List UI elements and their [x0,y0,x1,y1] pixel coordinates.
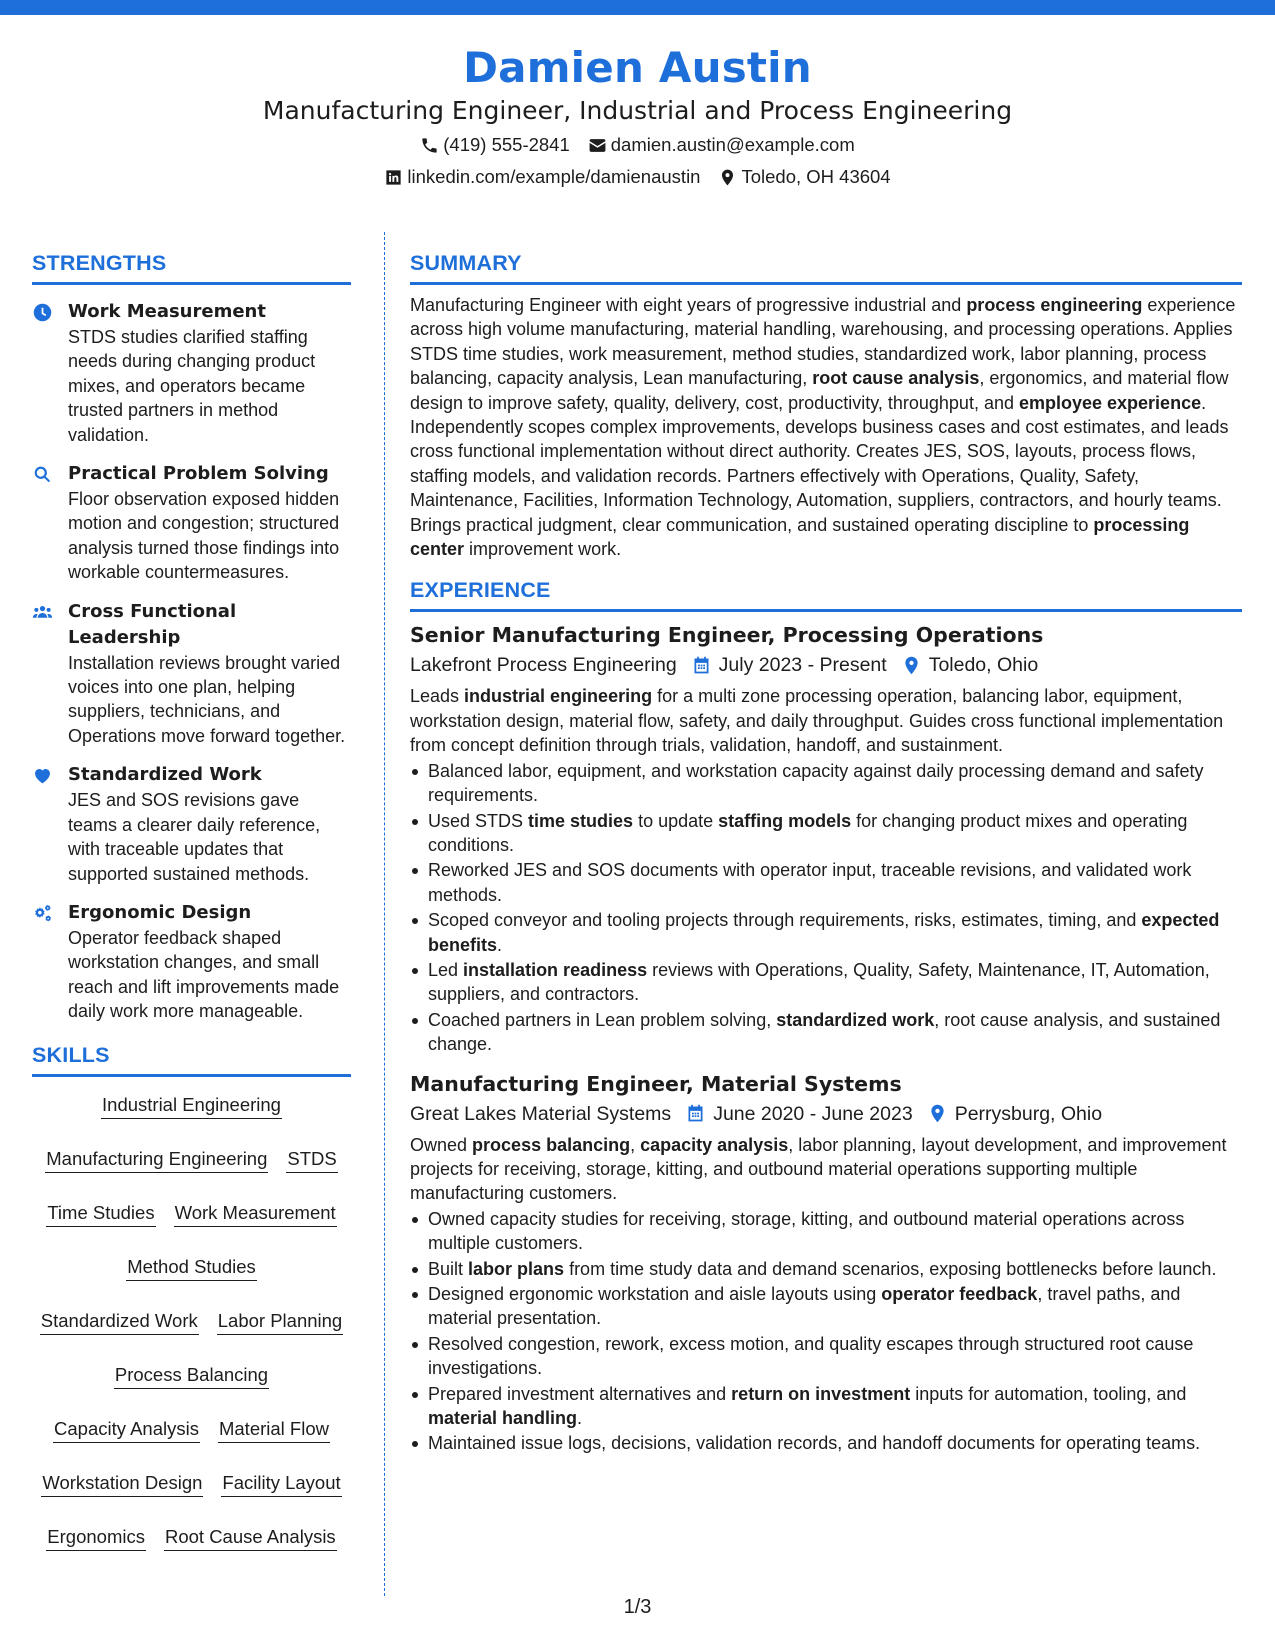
bullet-item: Designed ergonomic workstation and aisle layouts using operator feedback, travel paths, and material presentation. [410,1282,1242,1331]
clock-icon [32,302,53,323]
skill-tag: Root Cause Analysis [164,1523,337,1551]
location-text: Toledo, OH 43604 [741,166,891,187]
strength-item [32,299,351,447]
strength-desc: Floor observation exposed hidden motion and congestion; structured analysis turned those findings into workable countermeasures. [68,489,340,583]
location-contact [718,162,890,192]
page-number: 1/3 [623,1596,652,1618]
candidate-headline: Manufacturing Engineer, Industrial and Process Engineering [262,96,1013,125]
job-description: Owned process balancing, capacity analysis, labor planning, layout development, and improvement projects for receiving, storage, kitting, and outbound material operations supporting multiple manufacturing customers. [410,1134,1227,1204]
skills-list [32,1091,351,1551]
experience-heading: EXPERIENCE [410,575,1242,612]
strength-title: Standardized Work [68,764,262,786]
bullet-item: Coached partners in Lean problem solving, standardized work, root cause analysis, and sustained change. [410,1008,1242,1057]
map-pin-icon [901,655,922,676]
email-contact[interactable] [588,130,855,160]
job-meta [410,650,1242,680]
map-pin-icon [718,168,737,187]
skill-tag: Industrial Engineering [101,1091,282,1119]
search-icon [32,464,53,485]
job-meta [410,1099,1242,1129]
job-bullets [410,1207,1242,1456]
calendar-icon [685,1103,706,1124]
job-dates: July 2023 - Present [718,654,887,677]
strength-desc: Installation reviews brought varied voices into one plan, helping suppliers, technicians, and Operations move forward together. [68,652,346,746]
phone-contact[interactable] [420,130,570,160]
skill-tag: Standardized Work [40,1307,199,1335]
bullet-item: Reworked JES and SOS documents with operator input, traceable revisions, and validated work methods. [410,858,1242,907]
strength-desc: Operator feedback shaped workstation changes, and small reach and lift improvements made daily work more manageable. [68,927,340,1022]
contact-row-2 [0,162,1275,192]
strength-title: Cross Functional Leadership [68,600,237,648]
job-location: Toledo, Ohio [928,654,1039,677]
bullet-item: Owned capacity studies for receiving, storage, kitting, and outbound material operations across multiple customers. [410,1207,1242,1256]
job-title: Senior Manufacturing Engineer, Processing Operations [410,623,1044,648]
strengths-heading: STRENGTHS [32,248,351,285]
job-description: Leads industrial engineering for a multi zone processing operation, balancing labor, equipment, workstation design, material flow, safety, and daily throughput. Guides cross functional implementation from concept definition through trials, validation, handoff, and sustainment. [410,686,1224,756]
skill-tag: Labor Planning [217,1307,343,1335]
skill-tag: Material Flow [218,1415,330,1443]
skill-tag: Process Balancing [114,1361,269,1389]
strength-desc: STDS studies clarified staffing needs during changing product mixes, and operators became trusted partners in method validation. [68,327,316,445]
bullet-item: Scoped conveyor and tooling projects through requirements, risks, estimates, timing, and expected benefits. [410,908,1242,957]
strength-item [32,599,351,749]
strength-title: Practical Problem Solving [68,463,329,485]
job-location: Perrysburg, Ohio [954,1102,1103,1125]
company-name: Great Lakes Material Systems [410,1102,672,1125]
calendar-icon [691,655,712,676]
bullet-item: Led installation readiness reviews with Operations, Quality, Safety, Maintenance, IT, Automation, suppliers, and contractors. [410,958,1242,1007]
users-icon [32,602,53,623]
heart-icon [32,765,53,786]
skill-tag: STDS [286,1145,337,1173]
strength-item [32,762,351,886]
gears-icon [32,903,53,924]
strength-desc: JES and SOS revisions gave teams a clearer daily reference, with traceable updates that supported sustained methods. [68,790,321,884]
summary-heading: SUMMARY [410,248,1242,285]
left-column [32,248,351,1551]
email-text: damien.austin@example.com [610,134,855,155]
contact-row-1 [0,130,1275,160]
column-divider [384,232,385,1596]
job-dates: June 2020 - June 2023 [713,1102,913,1125]
bullet-item: Resolved congestion, rework, excess motion, and quality escapes through structured root cause investigations. [410,1332,1242,1381]
job-entry [410,1069,1242,1456]
map-pin-icon [927,1103,948,1124]
bullet-item: Balanced labor, equipment, and workstation capacity against daily processing demand and safety requirements. [410,759,1242,808]
phone-icon [420,136,439,155]
linkedin-contact[interactable] [384,162,700,192]
skill-tag: Workstation Design [41,1469,203,1497]
job-entry [410,620,1242,1056]
skill-tag: Ergonomics [46,1523,146,1551]
skill-tag: Manufacturing Engineering [45,1145,268,1173]
skills-heading: SKILLS [32,1040,351,1077]
bullet-item: Used STDS time studies to update staffing models for changing product mixes and operating conditions. [410,809,1242,858]
summary-text: Manufacturing Engineer with eight years of progressive industrial and process engineering experience across high volume manufacturing, material handling, warehousing, and processing operations. Applies STDS time studies, work measurement, method studies, standardized work, labor planning, process balancing, capacity analysis, Lean manufacturing, root cause analysis, ergonomics, and material flow design to improve safety, quality, delivery, cost, productivity, throughput, and employee experience. Independently scopes complex improvements, develops business cases and cost estimates, and leads cross functional implementation without direct authority. Creates JES, SOS, layouts, process flows, staffing models, and validation records. Partners effectively with Operations, Quality, Safety, Maintenance, Facilities, Information Technology, Automation, suppliers, contractors, and hourly teams. Brings practical judgment, clear communication, and sustained operating discipline to processing center improvement work. [410,295,1236,560]
strength-title: Work Measurement [68,301,266,322]
bullet-item: Maintained issue logs, decisions, validation records, and handoff documents for operating teams. [410,1431,1242,1455]
skill-tag: Work Measurement [174,1199,337,1227]
strength-title: Ergonomic Design [68,901,252,923]
skill-tag: Facility Layout [221,1469,341,1497]
skill-tag: Time Studies [46,1199,155,1227]
skill-tag: Method Studies [126,1253,257,1281]
bullet-item: Prepared investment alternatives and return on investment inputs for automation, tooling, and material handling. [410,1382,1242,1431]
linkedin-icon [384,168,403,187]
bullet-item: Built labor plans from time study data and demand scenarios, exposing bottlenecks before launch. [410,1257,1242,1281]
linkedin-text: linkedin.com/example/damienaustin [407,166,701,187]
job-title: Manufacturing Engineer, Material Systems [410,1071,902,1096]
candidate-name: Damien Austin [463,43,812,92]
company-name: Lakefront Process Engineering [410,654,677,677]
top-accent-bar [0,0,1275,15]
strength-item [32,461,351,585]
resume-header [0,40,1275,192]
envelope-icon [588,136,607,155]
phone-text: (419) 555-2841 [443,134,570,155]
right-column [410,248,1242,1457]
strength-item [32,900,351,1024]
job-bullets [410,759,1242,1057]
skill-tag: Capacity Analysis [53,1415,200,1443]
